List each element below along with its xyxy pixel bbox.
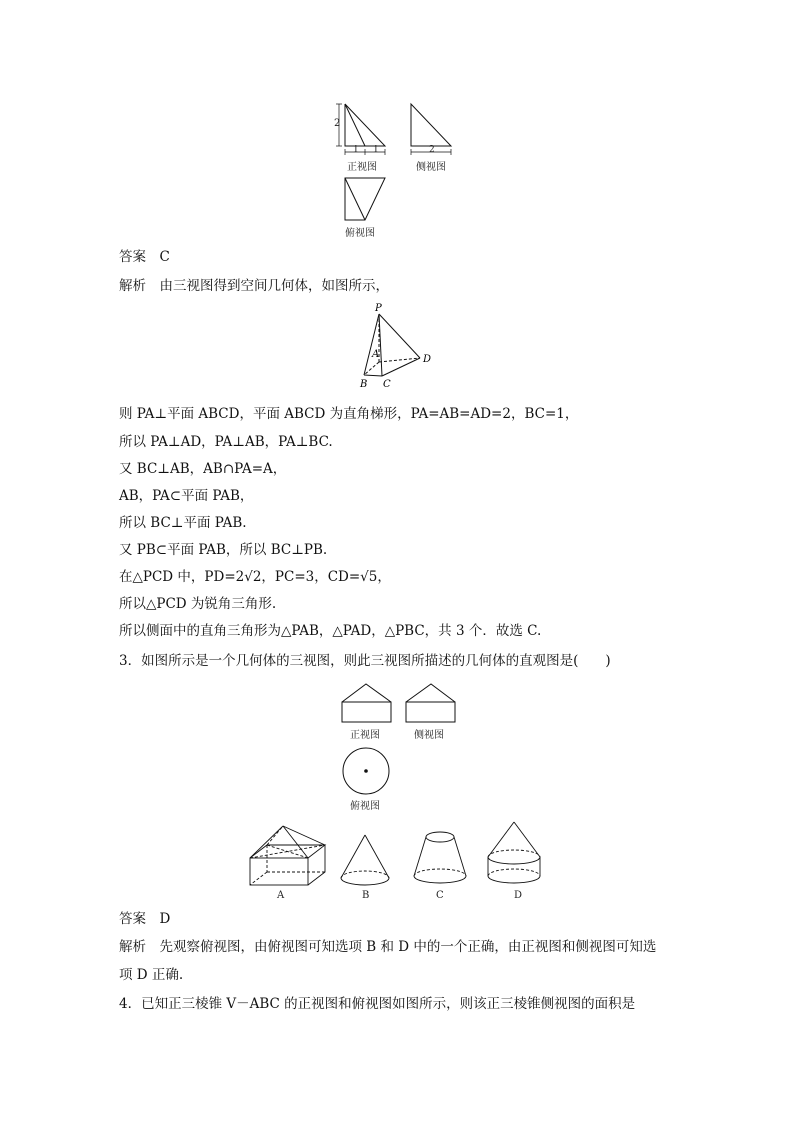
point-D-label: D bbox=[423, 354, 432, 365]
options-figure bbox=[245, 820, 555, 890]
pyramid-figure bbox=[352, 300, 442, 395]
dim-height-label: 2 bbox=[334, 118, 341, 129]
q2-line-2: 所以 PA⊥AD，PA⊥AB，PA⊥BC. bbox=[119, 434, 333, 450]
option-D-label: D bbox=[514, 890, 523, 901]
option-D-drawing bbox=[488, 822, 540, 883]
option-B-drawing bbox=[341, 835, 389, 885]
q2-line-5: 所以 BC⊥平面 PAB. bbox=[119, 515, 247, 531]
three-view-figure-2 bbox=[338, 680, 468, 810]
q2-line-3: 又 BC⊥AB，AB∩PA=A， bbox=[119, 461, 287, 477]
q3-answer: 答案 D bbox=[119, 911, 171, 927]
q2-line-4: AB，PA⊂平面 PAB， bbox=[119, 488, 254, 504]
option-C-label: C bbox=[436, 890, 444, 901]
q2-analysis-intro: 解析 由三视图得到空间几何体，如图所示， bbox=[119, 278, 389, 294]
point-A-label: A bbox=[372, 349, 380, 360]
q3-analysis-line-1: 解析 先观察俯视图，由俯视图可知选项 B 和 D 中的一个正确，由正视图和侧视图可知选 bbox=[119, 939, 657, 955]
option-B-label: B bbox=[362, 890, 370, 901]
q3-side-view-label: 侧视图 bbox=[414, 730, 444, 741]
q2-line-6: 又 PB⊂平面 PAB，所以 BC⊥PB. bbox=[119, 542, 328, 558]
q2-line-9: 所以侧面中的直角三角形为△PAB，△PAD，△PBC，共 3 个．故选 C. bbox=[119, 623, 542, 639]
q3-top-view-label: 俯视图 bbox=[350, 801, 380, 812]
option-A-label: A bbox=[277, 890, 285, 901]
point-C-label: C bbox=[383, 379, 391, 390]
dim-left-label: 1 bbox=[353, 145, 359, 155]
dim-side-label: 2 bbox=[429, 145, 435, 155]
point-P-label: P bbox=[375, 303, 382, 314]
option-A-drawing bbox=[250, 826, 325, 885]
q3-question: 3．如图所示是一个几何体的三视图，则此三视图所描述的几何体的直观图是( ) bbox=[119, 653, 611, 669]
q4-question: 4．已知正三棱锥 V－ABC 的正视图和俯视图如图所示，则该正三棱锥侧视图的面积是 bbox=[119, 996, 636, 1012]
q2-line-1: 则 PA⊥平面 ABCD，平面 ABCD 为直角梯形，PA=AB=AD=2，BC=1， bbox=[119, 406, 579, 422]
option-C-drawing bbox=[414, 832, 466, 883]
top-view-label: 俯视图 bbox=[345, 228, 375, 239]
q2-line-7: 在△PCD 中，PD=2√2，PC=3，CD=√5， bbox=[119, 569, 391, 585]
point-B-label: B bbox=[360, 379, 368, 390]
q3-front-view-label: 正视图 bbox=[350, 730, 380, 741]
top-view-drawing bbox=[345, 178, 385, 220]
q2-line-8: 所以△PCD 为锐角三角形. bbox=[119, 596, 277, 612]
front-view-label: 正视图 bbox=[347, 162, 377, 173]
q3-analysis-line-2: 项 D 正确. bbox=[119, 967, 184, 983]
dim-right-label: 1 bbox=[373, 145, 379, 155]
side-view-label: 侧视图 bbox=[416, 162, 446, 173]
q2-answer: 答案 C bbox=[119, 249, 170, 265]
